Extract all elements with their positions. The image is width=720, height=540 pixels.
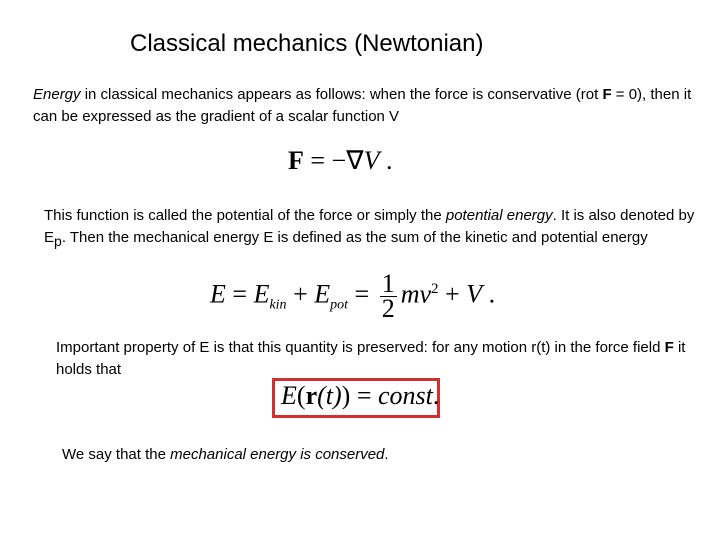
paragraph-text: it holds that (56, 339, 686, 378)
paragraph-text: . Then the mechanical energy E is defined as the sum of the kinetic and potential energy (61, 229, 648, 246)
subscript-p: p (54, 233, 62, 249)
paragraph-text: in classical mechanics appears as follows: when the force is conservative (rot (80, 86, 603, 103)
eq-paren: ( (296, 381, 306, 410)
eq-equals: ) = (341, 381, 378, 410)
eq-plus: + (438, 279, 467, 309)
paragraph-conservation-property (56, 337, 716, 381)
paragraph-text: = 0), then it can be expressed as the gradient of a scalar function V (33, 86, 692, 125)
eq-mv: mv (400, 279, 432, 309)
force-symbol: F (602, 86, 612, 103)
eq-E: E (210, 279, 226, 309)
eq-end: . (482, 279, 496, 309)
energy-term: Energy (33, 86, 81, 103)
eq-kin-sub: kin (269, 297, 287, 313)
paragraph-text: . It is also denoted by E (44, 207, 695, 246)
eq-Ekin: E (253, 279, 270, 309)
force-symbol: F (664, 339, 674, 356)
eq-const: const (377, 381, 433, 410)
paragraph-energy-intro (33, 84, 713, 128)
eq-Epot: E (314, 279, 331, 309)
eq-force: F (288, 146, 304, 175)
eq-pot-sub: pot (330, 297, 349, 313)
eq-square: 2 (431, 280, 439, 297)
eq-plus: + (286, 279, 315, 309)
eq-E: E (281, 381, 297, 410)
eq-end: . (379, 146, 393, 175)
eq-V: V (466, 279, 483, 309)
equation-force-gradient (288, 146, 393, 176)
equation-energy-constant (281, 381, 439, 411)
eq-numerator: 1 (381, 269, 395, 298)
potential-energy-term: potential energy (445, 207, 553, 224)
eq-equals: = (348, 279, 376, 309)
eq-denominator: 2 (381, 294, 395, 323)
paragraph-conclusion (62, 444, 662, 466)
eq-t: (t) (317, 381, 342, 410)
paragraph-text: We say that the (62, 446, 171, 463)
eq-fraction (380, 269, 397, 323)
eq-r: r (305, 381, 318, 410)
conserved-term: mechanical energy is conserved (170, 446, 385, 463)
paragraph-text: . (384, 446, 389, 463)
paragraph-potential-energy (44, 205, 714, 252)
eq-equals: = (225, 279, 254, 309)
paragraph-text: Important property of E is that this quantity is preserved: for any motion r(t) in the force field (56, 339, 665, 356)
equation-mechanical-energy (210, 269, 496, 323)
paragraph-text: This function is called the potential of the force or simply the (44, 207, 446, 224)
eq-nabla: = −∇ (303, 146, 364, 175)
eq-potential: V (363, 146, 380, 175)
page-title: Classical mechanics (Newtonian) (130, 30, 484, 57)
eq-end: . (432, 381, 440, 410)
